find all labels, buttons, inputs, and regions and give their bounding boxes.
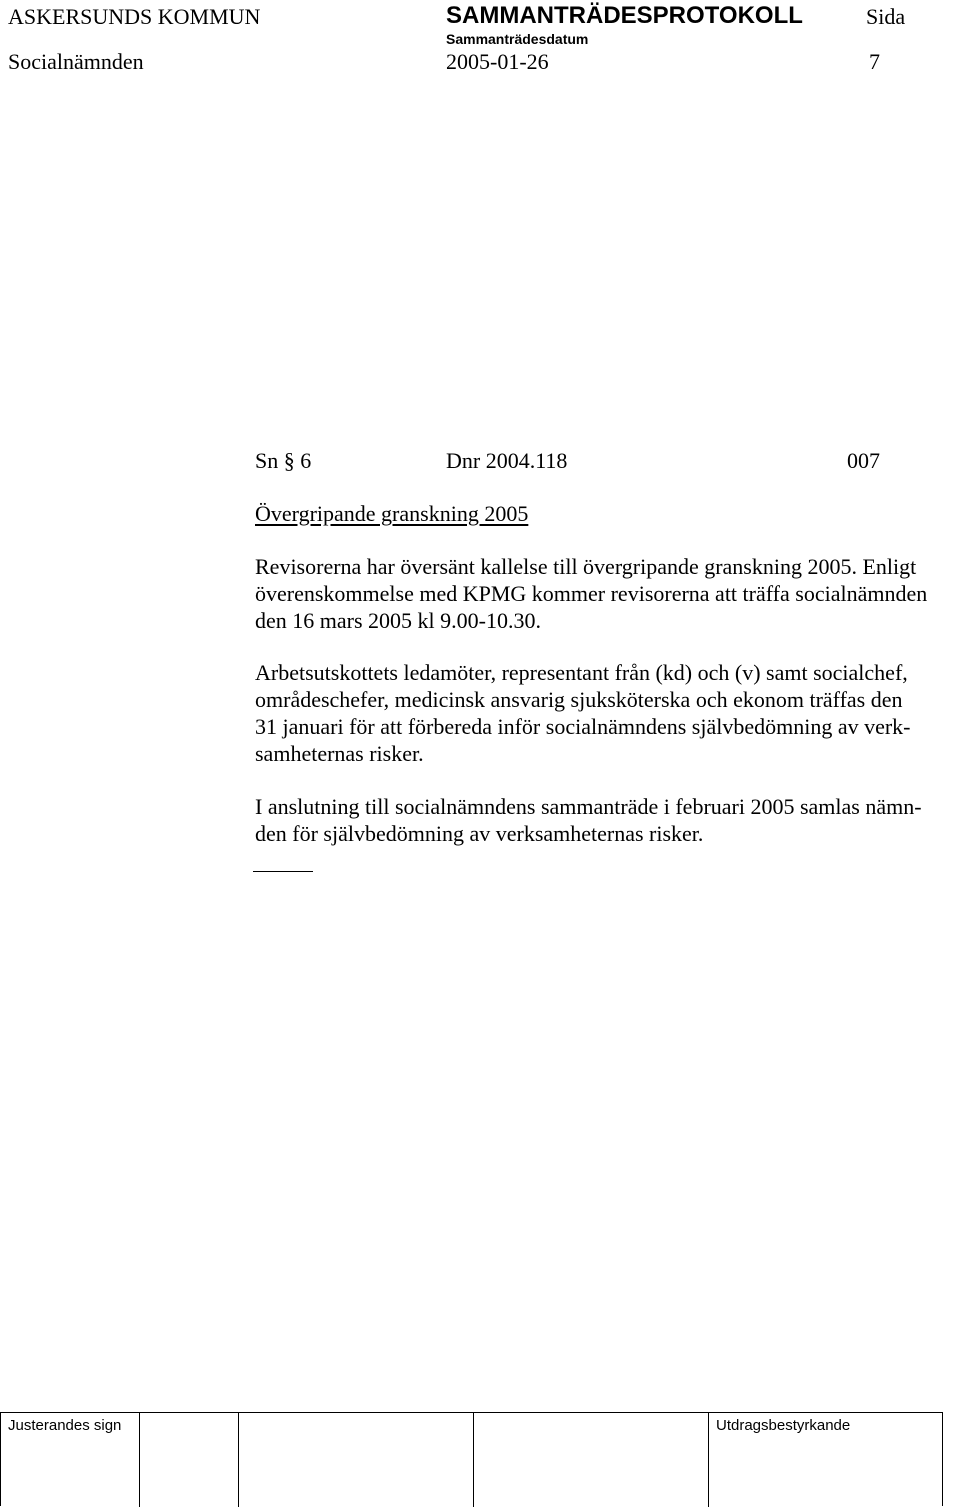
paragraph-3-line: I anslutning till socialnämndens sammanträde i februari 2005 samlas nämn- bbox=[255, 794, 922, 819]
signature-label: Justerandes sign bbox=[8, 1417, 122, 1434]
paragraph-2-line: 31 januari för att förbereda inför socialnämndens självbedömning av verk- bbox=[255, 714, 911, 739]
page-label: Sida bbox=[866, 4, 906, 29]
meeting-date-label: Sammanträdesdatum bbox=[446, 31, 589, 47]
organization-name: ASKERSUNDS KOMMUN bbox=[8, 4, 261, 29]
page-number: 7 bbox=[869, 49, 880, 74]
paragraph-1-line: den 16 mars 2005 kl 9.00-10.30. bbox=[255, 608, 541, 633]
end-of-item-rule bbox=[253, 871, 313, 872]
table-divider bbox=[238, 1413, 239, 1507]
table-divider bbox=[708, 1413, 709, 1507]
paragraph-2-line: samheternas risker. bbox=[255, 741, 424, 766]
section-number: Sn § 6 bbox=[255, 448, 312, 473]
extract-certification-label: Utdragsbestyrkande bbox=[716, 1417, 851, 1434]
paragraph-1-line: Revisorerna har översänt kallelse till övergripande granskning 2005. Enligt bbox=[255, 554, 917, 579]
meeting-date: 2005-01-26 bbox=[446, 49, 549, 74]
committee-name: Socialnämnden bbox=[8, 49, 144, 74]
paragraph-2-line: områdeschefer, medicinsk ansvarig sjuksköterska och ekonom träffas den bbox=[255, 687, 903, 712]
item-heading: Övergripande granskning 2005 bbox=[255, 501, 529, 526]
diary-number: Dnr 2004.118 bbox=[446, 448, 568, 473]
paragraph-1-line: överenskommelse med KPMG kommer revisorerna att träffa socialnämnden bbox=[255, 581, 928, 606]
paragraph-3-line: den för självbedömning av verksamheternas risker. bbox=[255, 821, 704, 846]
paragraph-2-line: Arbetsutskottets ledamöter, representant från (kd) och (v) samt socialchef, bbox=[255, 660, 908, 685]
case-code: 007 bbox=[847, 448, 880, 473]
table-divider bbox=[139, 1413, 140, 1507]
document-title: SAMMANTRÄDESPROTOKOLL bbox=[446, 2, 803, 29]
table-divider bbox=[473, 1413, 474, 1507]
